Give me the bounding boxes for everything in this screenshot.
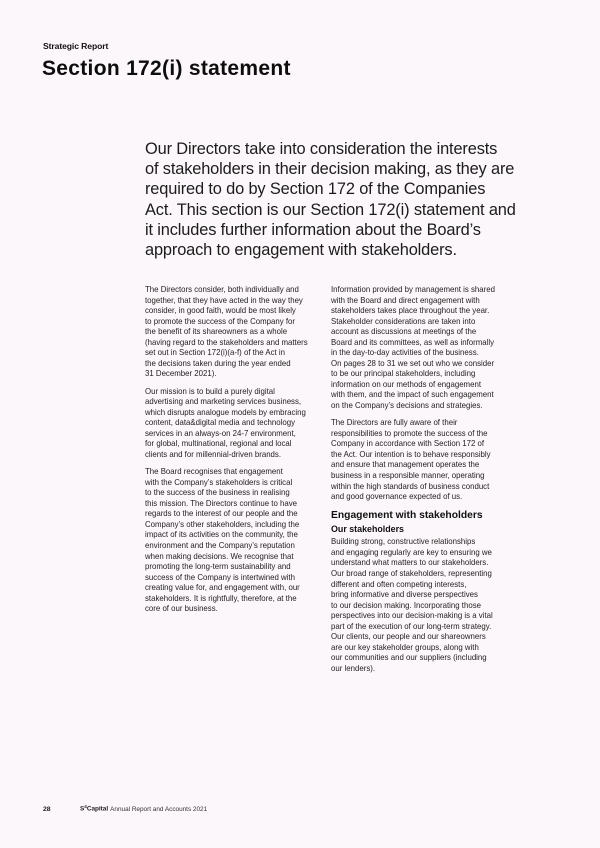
text-line: content, data&digital media and technology — [145, 418, 296, 428]
text-line: our lenders). — [331, 663, 376, 673]
page-title: Section 172(i) statement — [42, 57, 291, 80]
text-line: 31 December 2021). — [145, 369, 217, 379]
text-line: with the Company’s stakeholders is critical — [145, 477, 293, 487]
text-line: Company in accordance with Section 172 of — [331, 439, 485, 449]
text-line: creating value for, and engagement with, our — [145, 583, 300, 593]
text-line: Company’s other stakeholders, including the — [145, 519, 300, 529]
text-line: and ensure that management operates the — [331, 460, 480, 470]
paragraph-our-stakeholders — [331, 537, 521, 674]
text-line: set out in Section 172(i)(a-f) of the Act in — [145, 348, 285, 358]
text-line: stakeholders takes place throughout the year. — [331, 306, 490, 316]
text-line: part of the execution of our long-term strategy. — [331, 621, 492, 631]
text-line: and good governance expected of us. — [331, 492, 463, 502]
text-line: Information provided by management is shared — [331, 285, 495, 294]
paragraph-information-provided — [331, 285, 521, 412]
paragraph-directors-aware — [331, 418, 521, 502]
text-line: to promote the success of the Company for — [145, 316, 295, 326]
intro-statement — [145, 139, 545, 260]
text-line: consider, in good faith, would be most likely — [145, 306, 296, 316]
text-line: Board and its committees, as well as informally — [331, 337, 495, 347]
brand-suffix: Capital — [86, 805, 109, 813]
paragraph-mission — [145, 387, 325, 461]
intro-line: Act. This section is our Section 172(i) statement and — [145, 200, 516, 219]
text-line: success of the Company is intertwined with — [145, 572, 295, 582]
text-line: Building strong, constructive relationships — [331, 537, 476, 547]
text-line: this mission. The Directors continue to have — [145, 498, 298, 508]
text-line: the Act. Our intention is to behave responsibly — [331, 449, 491, 459]
text-line: regards to the interest of our people and the — [145, 509, 298, 519]
text-line: to the success of the business in realising — [145, 488, 290, 498]
text-line: Stakeholder considerations are taken into — [331, 316, 476, 326]
text-line: advertising and marketing services business, — [145, 397, 302, 407]
text-line: understand what matters to our stakeholders. — [331, 558, 489, 568]
text-line: the benefit of its shareowners as a whole — [145, 327, 288, 337]
text-line: The Directors are fully aware of their — [331, 418, 458, 428]
text-line: and engaging regularly are key to ensuring we — [331, 547, 492, 557]
text-line: with the Board and direct engagement with — [331, 295, 480, 305]
brand-prefix: S — [80, 805, 85, 813]
intro-line: it includes further information about the Board’s — [145, 220, 481, 239]
right-column — [331, 285, 521, 681]
text-line: different and often competing interests, — [331, 579, 467, 589]
page-number: 28 — [43, 805, 51, 813]
text-line: impact of its activities on the community, the — [145, 530, 298, 540]
left-column — [145, 285, 325, 621]
text-line: services in an always-on 24-7 environment, — [145, 428, 296, 438]
section-label: Strategic Report — [43, 41, 109, 51]
text-line: Our broad range of stakeholders, representing — [331, 568, 492, 578]
text-line: The Directors consider, both individually and — [145, 285, 299, 294]
text-line: stakeholders. It is rightfully, therefore, at the — [145, 593, 297, 603]
text-line: on the Company’s decisions and strategies. — [331, 401, 483, 411]
text-line: account as discussions at meetings of the — [331, 327, 477, 337]
text-line: Our clients, our people and our shareowners — [331, 632, 486, 642]
paragraph-directors-consider — [145, 285, 325, 380]
text-line: with them, and the impact of such engagement — [331, 390, 494, 400]
text-line: perspectives into our decision-making is a vital — [331, 611, 493, 621]
intro-line: of stakeholders in their decision making, as they are — [145, 160, 515, 179]
text-line: within the high standards of business conduct — [331, 481, 490, 491]
text-line: business in a responsible manner, operating — [331, 470, 485, 480]
text-line: The Board recognises that engagement — [145, 467, 283, 477]
text-line: responsibilities to promote the success of the — [331, 428, 488, 438]
intro-line: Our Directors take into consideration the interests — [145, 140, 498, 158]
page-footer — [43, 804, 207, 813]
intro-line: approach to engagement with stakeholders. — [145, 241, 457, 260]
text-line: to be our principal stakeholders, including — [331, 369, 476, 379]
text-line: information on our methods of engagement — [331, 379, 481, 389]
text-line: our communities and our suppliers (including — [331, 653, 487, 663]
text-line: bring informative and diverse perspectives — [331, 590, 478, 600]
intro-line: required to do by Section 172 of the Companies — [145, 180, 486, 199]
brand-logo — [80, 804, 108, 813]
text-line: core of our business. — [145, 604, 218, 614]
text-line: to our decision making. Incorporating those — [331, 600, 481, 610]
subheading-our-stakeholders: Our stakeholders — [331, 524, 404, 535]
text-line: On pages 28 to 31 we set out who we consider — [331, 358, 495, 368]
paragraph-board-recognises — [145, 467, 325, 615]
text-line: which disrupts analogue models by embracing — [145, 407, 306, 417]
text-line: for global, multinational, regional and local — [145, 439, 292, 449]
text-line: the decisions taken during the year ended — [145, 358, 291, 368]
text-line: environment and the Company’s reputation — [145, 540, 295, 550]
text-line: Our mission is to build a purely digital — [145, 386, 275, 396]
text-line: promoting the long-term sustainability and — [145, 562, 291, 572]
report-name: Annual Report and Accounts 2021 — [110, 805, 208, 813]
heading-engagement-with-stakeholders: Engagement with stakeholders — [331, 510, 483, 522]
text-line: (having regard to the stakeholders and matters — [145, 337, 308, 347]
brand-superscript: 4 — [84, 804, 87, 809]
text-line: are our key stakeholder groups, along with — [331, 642, 479, 652]
text-line: when making decisions. We recognise that — [145, 551, 294, 561]
text-line: together, that they have acted in the way they — [145, 295, 303, 305]
text-line: clients and for millennial-driven brands. — [145, 449, 282, 459]
text-line: in the day-to-day activities of the business. — [331, 348, 479, 358]
